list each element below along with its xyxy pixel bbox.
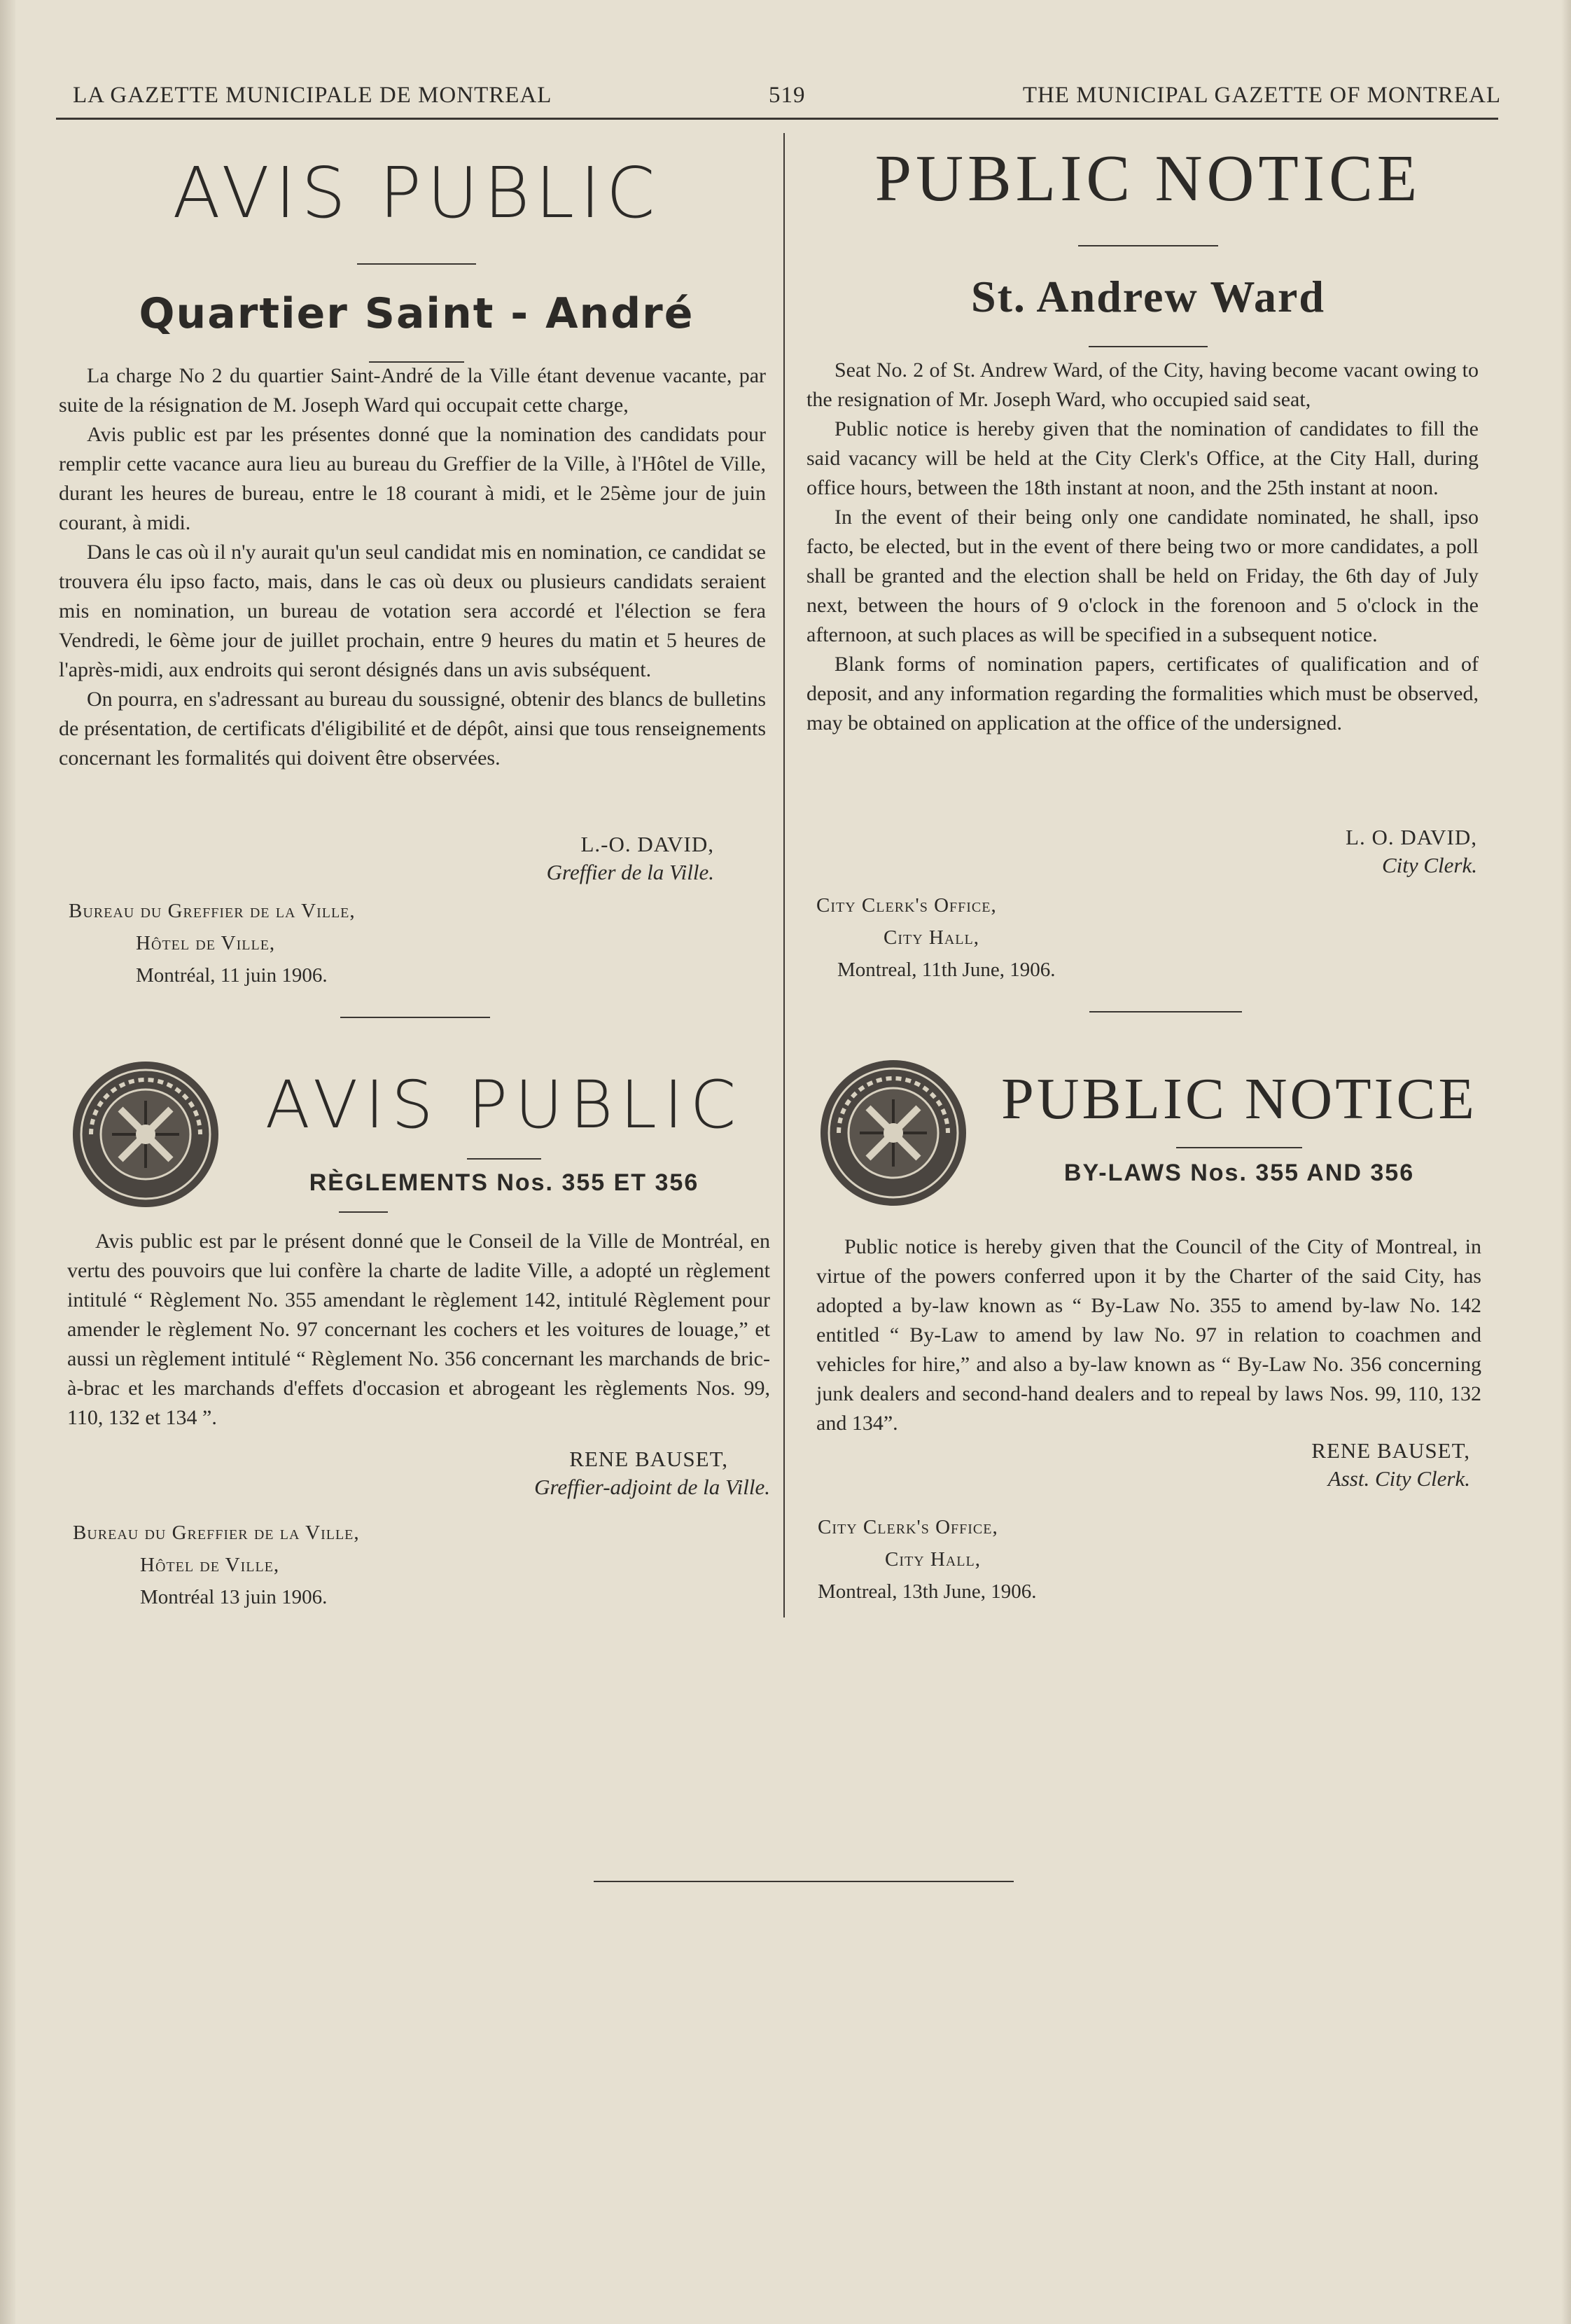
- office-date: Montréal 13 juin 1906.: [140, 1586, 328, 1608]
- paragraph: Public notice is hereby given that the Council of the City of Montreal, in virtue of the powers conferred upon it by the Charter of the said City, has adopted a by-law known as “ By-Law No. 355 to amend by-law No. 142 entitled “ By-Law to amend by law No. 97 in relation to coachmen and vehicles for hire,” and also a by-law known as “ By-Law No. 356 concerning junk dealers and second-hand dealers and to repeal by laws Nos. 99, 110, 132 and 134”.: [816, 1235, 1481, 1435]
- avis-reglements-body: [67, 1227, 770, 1433]
- notice-bylaws-body: [816, 1232, 1481, 1438]
- office-line: City Clerk's Office,: [816, 894, 997, 917]
- notice-bylaws-office: [818, 1511, 1037, 1608]
- avis-reglements-heading: [231, 1067, 777, 1197]
- header-left-title: LA GAZETTE MUNICIPALE DE MONTREAL: [73, 83, 552, 108]
- avis-saint-andre-body: [59, 361, 766, 773]
- office-date: Montreal, 11th June, 1906.: [837, 959, 1056, 981]
- office-line: Hôtel de Ville,: [140, 1554, 280, 1576]
- office-line: Hôtel de Ville,: [136, 932, 276, 954]
- page-spine-shadow: [0, 0, 15, 2324]
- city-seal-icon: [70, 1059, 221, 1210]
- paragraph: On pourra, en s'adressant au bureau du soussigné, obtenir des blancs de bulletins de présentation, de certificats d'éligibilité et de dépôt, ainsi que tous renseignements concernant les formalités qui doivent être observées.: [59, 688, 766, 770]
- title-rule: [357, 263, 476, 265]
- notice-st-andrew-body: [807, 356, 1479, 738]
- notice-bylaws-heading: [980, 1066, 1498, 1187]
- notice-st-andrew-title: PUBLIC NOTICE: [874, 142, 1422, 215]
- notice-st-andrew-office: [816, 889, 1055, 986]
- signature-name: RENE BAUSET,: [1311, 1438, 1470, 1463]
- avis-saint-andre-office: [69, 895, 356, 991]
- signature-name: RENE BAUSET,: [569, 1447, 728, 1471]
- notice-bylaws-signature: [1162, 1438, 1470, 1491]
- avis-saint-andre-title: AVIS PUBLIC: [172, 152, 661, 234]
- avis-saint-andre-subtitle: Quartier Saint - André: [139, 289, 694, 338]
- office-line: Bureau du Greffier de la Ville,: [73, 1522, 360, 1544]
- paragraph: Avis public est par le présent donné que le Conseil de la Ville de Montréal, en vertu des pouvoirs que lui confère la charte de ladite Ville, a adopté un règlement intitulé “ Règlement No. 355 amendant le règlement 142, intitulé Règlement pour amender le règlement No. 97 concernant les cochers et les voitures de louage,” et aussi un règlement intitulé “ Règlement No. 356 concernant les marchands de bric-à-brac et les marchands d'effets d'occasion et abrogeant les règlements Nos. 99, 110, 132 et 134 ”.: [67, 1230, 770, 1429]
- avis-reglements-subtitle: RÈGLEMENTS Nos. 355 ET 356: [309, 1169, 699, 1196]
- subtitle-rule: [1089, 346, 1208, 347]
- paragraph: Avis public est par les présentes donné que la nomination des candidats pour remplir cette vacance aura lieu au bureau du Greffier de la Ville, à l'Hôtel de Ville, durant les heures de bureau, entre le 18 courant à midi, et le 25ème jour de juin courant, à midi.: [59, 423, 766, 534]
- running-header: [73, 83, 1501, 113]
- office-line: Bureau du Greffier de la Ville,: [69, 900, 356, 922]
- notice-bylaws-title: PUBLIC NOTICE: [1001, 1066, 1477, 1132]
- office-line: City Hall,: [885, 1548, 981, 1571]
- paragraph: Blank forms of nomination papers, certificates of qualification and of deposit, and any information regarding the formalities which must be observed, may be obtained on application at the office of the undersigned.: [807, 653, 1479, 735]
- subtitle-rule: [339, 1211, 388, 1213]
- paragraph: La charge No 2 du quartier Saint-André de la Ville étant devenue vacante, par suite de la résignation de M. Joseph Ward qui occupait cette charge,: [59, 364, 766, 417]
- office-line: City Hall,: [884, 926, 979, 949]
- signature-role: Asst. City Clerk.: [1327, 1466, 1470, 1491]
- avis-reglements-office: [73, 1517, 360, 1613]
- paragraph: Public notice is hereby given that the nomination of candidates to fill the said vacancy will be held at the City Clerk's Office, at the City Hall, during office hours, between the 18th instant at noon, and the 25th instant at noon.: [807, 417, 1479, 499]
- page-number: 519: [769, 83, 806, 108]
- notice-st-andrew-signature: [1190, 825, 1477, 878]
- paragraph: Seat No. 2 of St. Andrew Ward, of the City, having become vacant owing to the resignation of Mr. Joseph Ward, who occupied said seat,: [807, 359, 1479, 411]
- column-divider: [783, 133, 785, 1617]
- avis-reglements-signature: [392, 1447, 770, 1500]
- office-date: Montreal, 13th June, 1906.: [818, 1580, 1037, 1603]
- signature-name: L. O. DAVID,: [1346, 825, 1477, 849]
- notice-st-andrew-heading: [798, 142, 1498, 347]
- signature-name: L.-O. DAVID,: [580, 832, 714, 856]
- office-line: City Clerk's Office,: [818, 1516, 998, 1538]
- notice-st-andrew-subtitle: St. Andrew Ward: [971, 272, 1325, 321]
- section-rule: [1089, 1011, 1242, 1013]
- title-rule: [1176, 1147, 1302, 1148]
- title-rule: [467, 1158, 541, 1160]
- section-rule: [340, 1017, 490, 1018]
- signature-role: Greffier de la Ville.: [546, 860, 714, 884]
- paragraph: Dans le cas où il n'y aurait qu'un seul candidat mis en nomination, ce candidat se trouvera élu ipso facto, mais, dans le cas où deux ou plusieurs candidats seraient mis en nomination, un bureau de votation sera accordé et l'élection se fera Vendredi, le 6ème jour de juillet prochain, entre 9 heures du matin et 5 heures de l'après-midi, aux endroits qui seront désignés dans un avis subséquent.: [59, 541, 766, 681]
- header-right-title: THE MUNICIPAL GAZETTE OF MONTREAL: [1022, 83, 1501, 108]
- avis-saint-andre-signature: [420, 832, 714, 885]
- header-rule: [56, 118, 1498, 120]
- office-date: Montréal, 11 juin 1906.: [136, 964, 328, 987]
- title-rule: [1078, 245, 1218, 246]
- signature-role: City Clerk.: [1381, 853, 1477, 877]
- avis-reglements-title: AVIS PUBLIC: [265, 1067, 743, 1143]
- city-seal-icon: [818, 1057, 969, 1209]
- notice-bylaws-subtitle: BY-LAWS Nos. 355 AND 356: [1063, 1160, 1415, 1186]
- paragraph: In the event of their being only one candidate nominated, he shall, ipso facto, be elected, but in the event of there being two or more candidates, a poll shall be granted and the election shall be held on Friday, the 6th day of July next, between the hours of 9 o'clock in the forenoon and 5 o'clock in the afternoon, at such places as will be specified in a subsequent notice.: [807, 506, 1479, 646]
- bottom-rule: [594, 1881, 1014, 1882]
- avis-saint-andre-heading: [63, 152, 770, 363]
- signature-role: Greffier-adjoint de la Ville.: [534, 1475, 770, 1499]
- page-edge-shadow: [1561, 0, 1571, 2324]
